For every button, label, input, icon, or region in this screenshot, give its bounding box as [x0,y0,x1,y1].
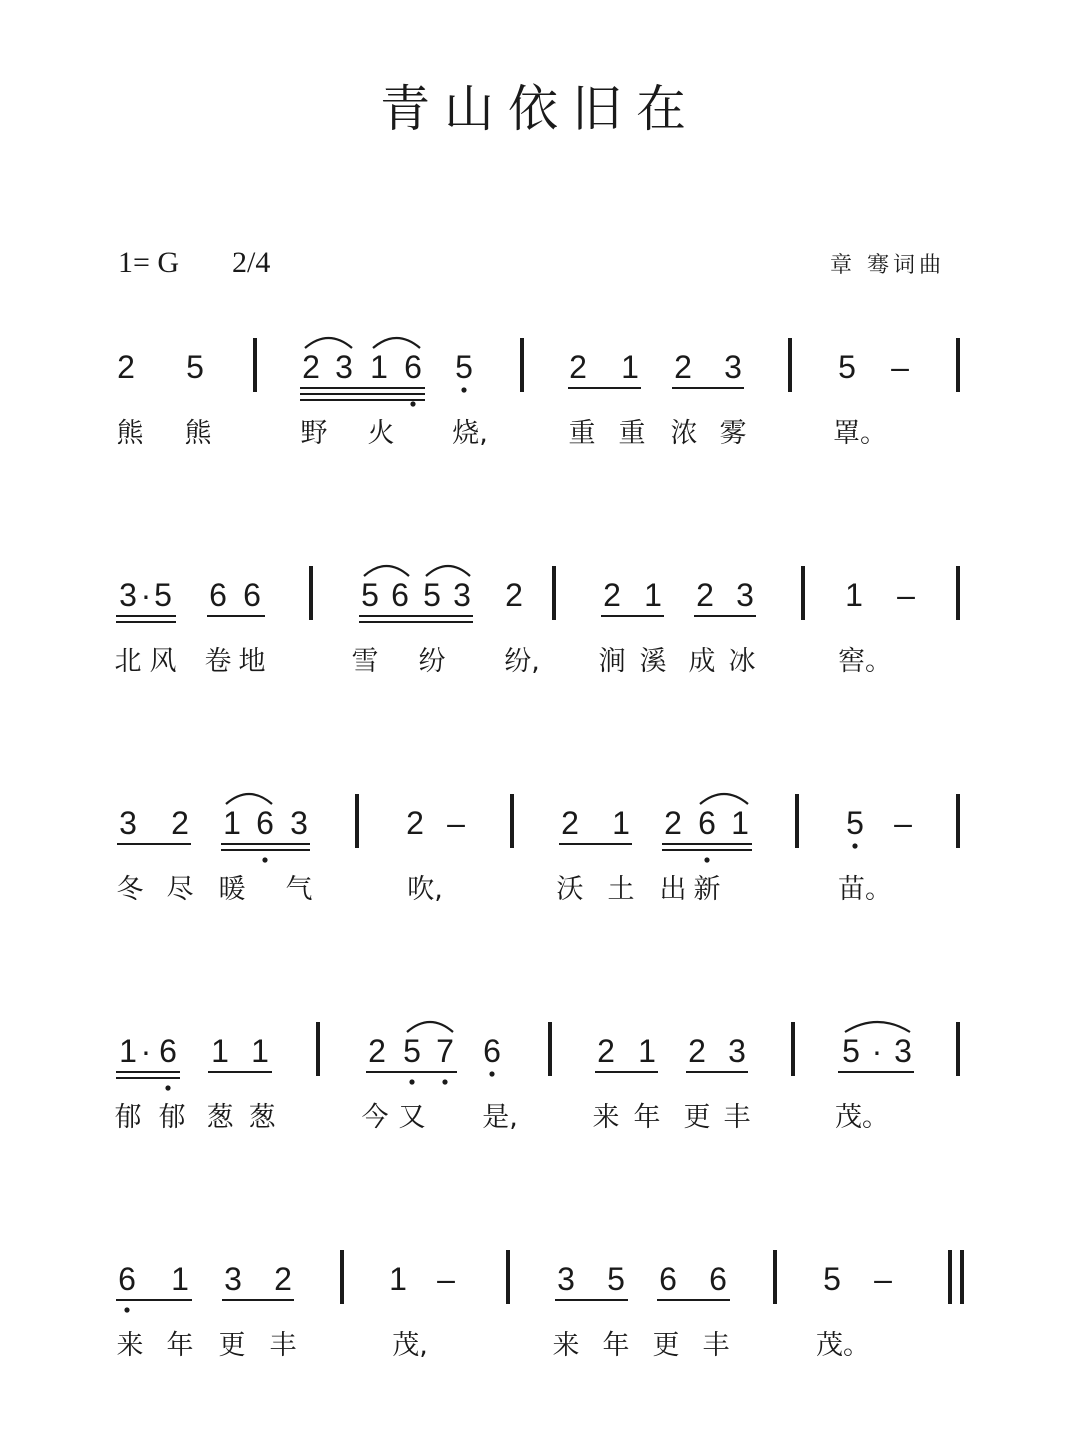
note: 2 [406,805,424,841]
lyric-syllable: 雾 [719,418,747,449]
note: 2 [597,1033,615,1069]
lyric-syllable: 罩。 [833,418,887,449]
slur [700,794,748,804]
note: 1 [612,805,630,841]
slur [373,338,420,348]
note: – [874,1261,892,1297]
note: 6 [391,577,409,613]
lyric-syllable: 丰 [723,1102,751,1133]
lyric-syllable: 溪 [639,646,667,677]
lyric-syllable: 气 [285,874,313,905]
note: 6 [243,577,261,613]
lyric-syllable: 茂, [392,1330,428,1361]
note: 1 [644,577,662,613]
lyric-syllable: 火 [367,418,395,449]
note: 5 [842,1033,860,1069]
note: 3 [453,577,471,613]
note: 1 [370,349,388,385]
note: 6 [159,1033,177,1069]
lyric-syllable: 熊 [184,418,212,449]
lyric-syllable: 来 [552,1330,580,1361]
song-title: 青山依旧在 [380,80,700,138]
note: 5 [823,1261,841,1297]
note: 3 [736,577,754,613]
lyric-syllable: 郁 [114,1102,142,1133]
lyric-syllable: 郁 [158,1102,186,1133]
note: 3 [335,349,353,385]
lyric-syllable: 来 [116,1330,144,1361]
note: 2 [505,577,523,613]
note: 2 [603,577,621,613]
lyric-syllable: 丰 [269,1330,297,1361]
note: 2 [696,577,714,613]
note: 5 [403,1033,421,1069]
note: · [140,577,152,613]
composer-credit: 章 骞词曲 [830,253,945,278]
slur [407,1022,453,1032]
music-lines [115,338,963,1361]
lyric-syllable: 葱 [248,1102,276,1133]
note: 5 [361,577,379,613]
note: 1 [845,577,863,613]
low-octave-dot [409,1079,414,1084]
lyric-syllable: 纷, [504,646,540,677]
lyric-syllable: 吹, [407,874,443,905]
key-signature: 1= G [118,246,180,279]
slur [426,566,470,576]
note: – [447,805,465,841]
note: – [897,577,915,613]
lyric-syllable: 茂。 [835,1102,889,1133]
lyric-syllable: 更 [683,1102,711,1133]
lyric-syllable: 纷 [418,646,446,677]
lyric-syllable: 新 [693,874,721,905]
lyric-syllable: 熊 [116,418,144,449]
note: 6 [709,1261,727,1297]
slur [305,338,352,348]
note: 2 [117,349,135,385]
low-octave-dot [165,1085,170,1090]
note: 2 [664,805,682,841]
note: 3 [894,1033,912,1069]
music-line [117,794,959,905]
note: – [437,1261,455,1297]
note: 2 [569,349,587,385]
note: 6 [118,1261,136,1297]
note: 6 [256,805,274,841]
lyric-syllable: 重 [568,418,596,449]
lyric-syllable: 出 [659,874,687,905]
lyric-syllable: 冬 [116,874,144,905]
lyric-syllable: 土 [607,874,635,905]
note: 1 [171,1261,189,1297]
note: 5 [607,1261,625,1297]
note: 1 [731,805,749,841]
lyric-syllable: 冰 [728,646,756,677]
lyric-syllable: 又 [398,1102,426,1133]
note: 6 [404,349,422,385]
lyric-syllable: 年 [633,1102,661,1133]
lyric-syllable: 茂。 [816,1330,870,1361]
note: 3 [224,1261,242,1297]
note: 3 [724,349,742,385]
time-signature: 2/4 [232,246,271,279]
low-octave-dot [461,387,466,392]
note: – [894,805,912,841]
note: · [871,1033,883,1069]
low-octave-dot [124,1307,129,1312]
note: 1 [211,1033,229,1069]
slur [226,794,272,804]
low-octave-dot [852,843,857,848]
note: 6 [698,805,716,841]
note: 3 [557,1261,575,1297]
lyric-syllable: 地 [238,646,266,677]
lyric-syllable: 更 [218,1330,246,1361]
note: 3 [728,1033,746,1069]
lyric-syllable: 重 [618,418,646,449]
note: · [140,1033,152,1069]
note: 2 [561,805,579,841]
lyric-syllable: 野 [300,418,328,449]
note: 1 [223,805,241,841]
lyric-syllable: 卷 [204,646,232,677]
lyric-syllable: 风 [149,646,177,677]
lyric-syllable: 苗。 [838,874,892,905]
lyric-syllable: 更 [652,1330,680,1361]
lyric-syllable: 暖 [218,874,246,905]
note: 5 [846,805,864,841]
note: 5 [455,349,473,385]
lyric-syllable: 来 [592,1102,620,1133]
note: 3 [290,805,308,841]
lyric-syllable: 是, [482,1102,518,1133]
note: 5 [423,577,441,613]
low-octave-dot [410,401,415,406]
music-line [115,1022,959,1133]
note: – [891,349,909,385]
music-line [115,566,959,677]
lyric-syllable: 年 [166,1330,194,1361]
note: 1 [251,1033,269,1069]
note: 2 [688,1033,706,1069]
music-line [117,338,959,449]
lyric-syllable: 丰 [702,1330,730,1361]
lyric-syllable: 年 [602,1330,630,1361]
note: 2 [274,1261,292,1297]
note: 1 [638,1033,656,1069]
note: 6 [483,1033,501,1069]
note: 5 [154,577,172,613]
note: 2 [171,805,189,841]
lyric-syllable: 烧, [452,418,488,449]
note: 2 [368,1033,386,1069]
low-octave-dot [489,1071,494,1076]
note: 7 [436,1033,454,1069]
low-octave-dot [262,857,267,862]
lyric-syllable: 雪 [351,646,379,677]
note: 1 [621,349,639,385]
low-octave-dot [704,857,709,862]
lyric-syllable: 北 [114,646,142,677]
lyric-syllable: 窖。 [838,646,892,677]
lyric-syllable: 成 [688,646,716,677]
note: 5 [838,349,856,385]
note: 2 [302,349,320,385]
note: 3 [119,805,137,841]
note: 2 [674,349,692,385]
note: 3 [119,577,137,613]
note: 6 [659,1261,677,1297]
lyric-syllable: 涧 [598,646,626,677]
note: 5 [186,349,204,385]
note: 1 [119,1033,137,1069]
lyric-syllable: 今 [361,1102,389,1133]
lyric-syllable: 葱 [206,1102,234,1133]
low-octave-dot [442,1079,447,1084]
lyric-syllable: 浓 [670,418,698,449]
lyric-syllable: 尽 [166,874,194,905]
lyric-syllable: 沃 [556,874,584,905]
note: 1 [389,1261,407,1297]
slur [845,1022,910,1032]
slur [364,566,409,576]
note: 6 [209,577,227,613]
music-line [116,1250,962,1361]
